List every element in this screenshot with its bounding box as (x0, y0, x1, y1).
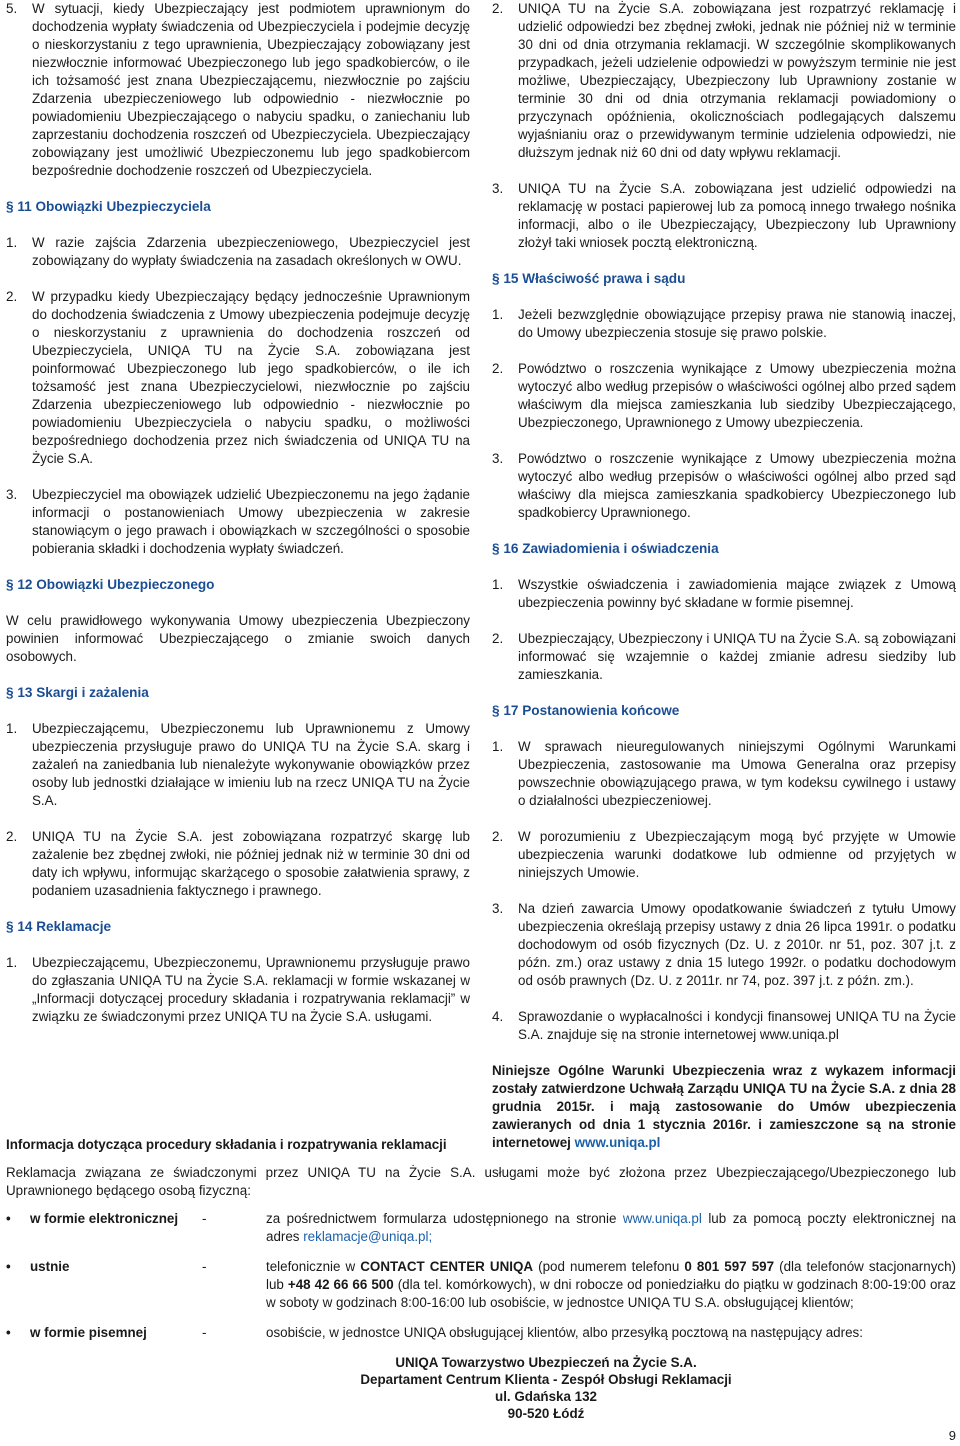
item-text: Sprawozdanie o wypłacalności i kondycji finansowej UNIQA TU na Życie S.A. znajduje się na stronie internetowej www.uniqa.pl (518, 1009, 956, 1042)
list-item (492, 0, 956, 162)
item-text: W przypadku kiedy Ubezpieczający będący jednocześnie Uprawnionym do dochodzenia świadczenia z Umowy ubezpieczenia podejmuje decyzję o nieskorzystaniu z uprawnienia do dochodzenia roszczeń od Ubezpieczyciela, UNIQA TU na Życie S.A. zobowiązana jest poinformować Ubezpieczonego lub jego spadkobierców, o ile ich tożsamość jest znana Ubezpieczycielowi, niezwłocznie po zajściu Zdarzenia ubezpieczeniowego lub odpowiednio - niezwłocznie po powiadomieniu Ubezpieczyciela o nabyciu spadku, o możliwości bezpośredniego dochodzenia przez nich świadczenia od UNIQA TU na Życie S.A. (32, 289, 470, 466)
bullet-dot: • (6, 1259, 11, 1274)
complaint-info-section (6, 1136, 956, 1422)
phone-number-mobile: +48 42 66 66 500 (287, 1277, 394, 1292)
list-item (492, 180, 956, 252)
item-text: W sprawach nieuregulowanych niniejszymi Ogólnymi Warunkami Ubezpieczenia, zastosowanie ma Umowa Generalna oraz przepisy powszechnie obowiązującego prawa, w tym kodeksu cywilnego i ustawy o działalności ubezpieczeniowej. (518, 739, 956, 808)
final-statement-text: Niniejsze Ogólne Warunki Ubezpieczenia wraz z wykazem informacji zostały zatwierdzone Uchwałą Zarządu UNIQA TU na Życie S.A. z dnia 28 grudnia 2015r. i mają zastosowanie do Umów ubezpieczenia zawieranych od dnia 1 stycznia 2016r. i zamieszczone są na stronie internetowej (492, 1063, 956, 1150)
list-item (6, 0, 470, 180)
bullet-dot: • (6, 1211, 11, 1226)
item-text: Powództwo o roszczenie wynikające z Umowy ubezpieczenia można wytoczyć albo według przepisów o właściwości ogólnej albo przed sąd właściwy dla miejsca zamieszkania spadkobiercy Ubezpieczonego lub spadkobiercy Uprawnionego. (518, 451, 956, 520)
website-link[interactable]: www.uniqa.pl (622, 1211, 702, 1226)
item-number: 1. (492, 577, 504, 592)
text-segment: (dla tel. komórkowych), w dni robocze od poniedziałku do piątku w godzinach 8:00-19:00 oraz w soboty w godzinach 8:00-16:00 lub osobiście, w jednostce UNIQA TU S.A. obsługującej klientów; (266, 1277, 957, 1310)
bullet-dot: • (6, 1325, 11, 1340)
section-heading-16: § 16 Zawiadomienia i oświadczenia (492, 541, 719, 556)
bullet-dash: - (202, 1211, 207, 1226)
item-text: UNIQA TU na Życie S.A. zobowiązana jest udzielić odpowiedzi na reklamację w postaci papierowej lub za pomocą innego trwałego nośnika informacji, albo o ile Ubezpieczający, Ubezpieczony lub Uprawniony złożył taki wniosek pocztą elektroniczną. (518, 181, 956, 250)
complaint-info-intro: Reklamacja związana ze świadczonymi przez UNIQA TU na Życie S.A. usługami może być złożona przez Ubezpieczającego/Ubezpieczonego lub Uprawnionego będącego osobą fizyczną: (6, 1165, 956, 1198)
item-number: 1. (492, 307, 504, 322)
list-item (492, 630, 956, 684)
item-number: 3. (6, 487, 18, 502)
item-number: 2. (6, 829, 18, 844)
list-item (6, 234, 470, 270)
item-text: Ubezpieczającemu, Ubezpieczonemu lub Uprawnionemu z Umowy ubezpieczenia przysługuje prawo do UNIQA TU na Życie S.A. skarg i zażaleń na zaniedbania lub nienależyte wykonywanie obowiązków przez osoby lub jednostki działające w imieniu lub na rzecz UNIQA TU na Życie S.A. (32, 721, 470, 808)
item-number: 1. (6, 721, 18, 736)
item-text: Ubezpieczyciel ma obowiązek udzielić Ubezpieczonemu na jego żądanie informacji o postanowieniach Umowy ubezpieczenia w zakresie stanowiącym o jego prawach i obowiązkach w szczególności o sposobie pobierania składki i dochodzenia wypłaty świadczeń. (32, 487, 470, 556)
bullet-description: osobiście, w jednostce UNIQA obsługującej klientów, albo przesyłką pocztową na następujący adres: (266, 1325, 863, 1340)
item-number: 2. (492, 361, 504, 376)
list-item (492, 1008, 956, 1044)
bullet-electronic (6, 1210, 956, 1246)
list-item (6, 720, 470, 810)
phone-number-landline: 0 801 597 597 (684, 1259, 775, 1274)
item-text: Powództwo o roszczenia wynikające z Umowy ubezpieczenia można wytoczyć albo według przepisów o właściwości ogólnej albo przed sądem właściwym dla miejsca zamieszkania lub siedziby Ubezpieczającego, Ubezpieczonego, Uprawnionego z Umowy ubezpieczenia. (518, 361, 956, 430)
item-text: Na dzień zawarcia Umowy opodatkowanie świadczeń z tytułu Umowy ubezpieczenia określają przepisy ustawy z dnia 26 lipca 1991r. o podatku dochodowym od osób fizycznych (Dz. U. z 2010r. nr 51, poz. 307 j.t. z późn. zm.) oraz ustawy z dnia 15 lutego 1992r. o podatku dochodowym od osób prawnych (Dz. U. z 2011r. nr 74, poz. 397 j.t. z późn. zm.). (518, 901, 956, 988)
item-text: Jeżeli bezwzględnie obowiązujące przepisy prawa nie stanowią inaczej, do Umowy ubezpieczenia stosuje się prawo polskie. (518, 307, 956, 340)
item-number: 3. (492, 901, 504, 916)
address-line: ul. Gdańska 132 (495, 1389, 597, 1404)
item-text: W razie zajścia Zdarzenia ubezpieczeniowego, Ubezpieczyciel jest zobowiązany do wypłaty świadczenia na zasadach określonych w OWU. (32, 235, 470, 268)
item-text: Ubezpieczającemu, Ubezpieczonemu, Uprawnionemu przysługuje prawo do zgłaszania UNIQA TU na Życie S.A. reklamacji w formie wskazanej w „Informacji dotyczącej procedury składania i rozpatrywania reklamacji” w związku ze świadczonymi przez UNIQA TU na Życie S.A. usługami. (32, 955, 470, 1024)
complaint-info-title: Informacja dotycząca procedury składania i rozpatrywania reklamacji (6, 1137, 447, 1152)
website-link[interactable]: www.uniqa.pl (574, 1135, 661, 1150)
text-segment: za pośrednictwem formularza udostępnionego na stronie (266, 1211, 623, 1226)
item-number: 1. (492, 739, 504, 754)
item-number: 4. (492, 1009, 504, 1024)
list-item (492, 576, 956, 612)
item-text: Wszystkie oświadczenia i zawiadomienia mające związek z Umową ubezpieczenia powinny być składane w formie pisemnej. (518, 577, 956, 610)
list-item (492, 450, 956, 522)
text-segment: lub za pomocą poczty elektronicznej na adres (266, 1211, 956, 1244)
bullet-dash: - (202, 1325, 207, 1340)
right-column (492, 0, 956, 1152)
email-link[interactable]: reklamacje@uniqa.pl; (303, 1229, 433, 1244)
bullet-written (6, 1324, 956, 1342)
bullet-label: ustnie (30, 1259, 70, 1274)
text-segment: (pod numerem telefonu (533, 1259, 685, 1274)
list-item (6, 954, 470, 1026)
contact-center-name: CONTACT CENTER UNIQA (360, 1259, 534, 1274)
list-item (6, 828, 470, 900)
bullet-description (266, 1258, 956, 1312)
bullet-label: w formie elektronicznej (30, 1211, 179, 1226)
left-column (6, 0, 470, 1044)
address-line: 90-520 Łódź (507, 1406, 585, 1421)
bullet-description (266, 1210, 956, 1246)
list-item (492, 360, 956, 432)
item-text: UNIQA TU na Życie S.A. zobowiązana jest rozpatrzyć reklamację i udzielić odpowiedzi bez zbędnej zwłoki, jednak nie później niż w terminie 30 dni od dnia otrzymania reklamacji. W szczególnie skomplikowanych przypadkach, jeżeli udzielenie odpowiedzi w powyższym terminie nie jest możliwe, Ubezpieczający, Ubezpieczony lub Uprawniony zostanie w terminie 30 dni od dnia otrzymania reklamacji powiadomiony o przyczynach opóźnienia, okolicznościach podlegających dalszemu wyjaśnianiu oraz o przewidywanym terminie udzielenia odpowiedzi, nie dłuższym jednak niż 60 dni od daty wpływu reklamacji. (518, 1, 956, 160)
section-heading-15: § 15 Właściwość prawa i sądu (492, 271, 686, 286)
item-text: UNIQA TU na Życie S.A. jest zobowiązana rozpatrzyć skargę lub zażalenie bez zbędnej zwłoki, nie później jednak niż w terminie 30 dni od daty ich wpływu, informując skarżącego o sposobie załatwienia sprawy, z podaniem uzasadnienia faktycznego i prawnego. (32, 829, 470, 898)
list-item (492, 738, 956, 810)
bullet-oral (6, 1258, 956, 1312)
address-line: Departament Centrum Klienta - Zespół Obsługi Reklamacji (360, 1372, 732, 1387)
postal-address (6, 1354, 956, 1422)
item-number: 3. (492, 181, 504, 196)
item-number: 2. (492, 1, 504, 16)
bullet-dash: - (202, 1259, 207, 1274)
list-item (6, 486, 470, 558)
section-heading-14: § 14 Reklamacje (6, 919, 112, 934)
item-number: 5. (6, 1, 18, 16)
item-number: 2. (6, 289, 18, 304)
section-heading-17: § 17 Postanowienia końcowe (492, 703, 680, 718)
section-heading-13: § 13 Skargi i zażalenia (6, 685, 149, 700)
page-number: 9 (948, 1428, 956, 1443)
item-text: W sytuacji, kiedy Ubezpieczający jest podmiotem uprawnionym do dochodzenia wypłaty świadczenia od Ubezpieczyciela i podejmie decyzję o nieskorzystaniu z tego uprawnienia, Ubezpieczający zobowiązany jest niezwłocznie informować Ubezpieczonego lub jego spadkobierców, o ile ich tożsamość jest znana Ubezpieczającemu, niezwłocznie po zajściu Zdarzenia ubezpieczeniowego lub odpowiednio - niezwłocznie po powiadomieniu Ubezpieczającego o nabyciu spadku, o zaniechaniu lub zaprzestaniu dochodzenia roszczeń od Ubezpieczyciela. Ubezpieczający zobowiązany jest umożliwić Ubezpieczonemu lub jego spadkobiercom bezpośrednie dochodzenie roszczeń od Ubezpieczyciela. (32, 1, 470, 178)
item-number: 1. (6, 955, 18, 970)
item-number: 2. (492, 631, 504, 646)
item-number: 2. (492, 829, 504, 844)
section-heading-12: § 12 Obowiązki Ubezpieczonego (6, 577, 215, 592)
text-segment: (dla telefonów stacjonarnych) lub (266, 1259, 956, 1292)
item-text: Ubezpieczający, Ubezpieczony i UNIQA TU na Życie S.A. są zobowiązani informować się wzajemnie o każdej zmianie adresu siedziby lub zamieszkania. (518, 631, 956, 682)
bullet-label: w formie pisemnej (30, 1325, 147, 1340)
item-text: W porozumieniu z Ubezpieczającym mogą być przyjęte w Umowie ubezpieczenia warunki dodatkowe lub odmienne od przyjętych w niniejszych Umowie. (518, 829, 956, 880)
text-segment: telefonicznie w (266, 1259, 361, 1274)
list-item (492, 828, 956, 882)
list-item (6, 288, 470, 468)
paragraph: W celu prawidłowego wykonywania Umowy ubezpieczenia Ubezpieczony powinien informować Ubezpieczającego o zmianie swoich danych osobowych. (6, 613, 470, 664)
list-item (492, 900, 956, 990)
section-heading-11: § 11 Obowiązki Ubezpieczyciela (6, 199, 211, 214)
item-number: 3. (492, 451, 504, 466)
list-item (492, 306, 956, 342)
address-line: UNIQA Towarzystwo Ubezpieczeń na Życie S.A. (395, 1355, 697, 1370)
item-number: 1. (6, 235, 18, 250)
